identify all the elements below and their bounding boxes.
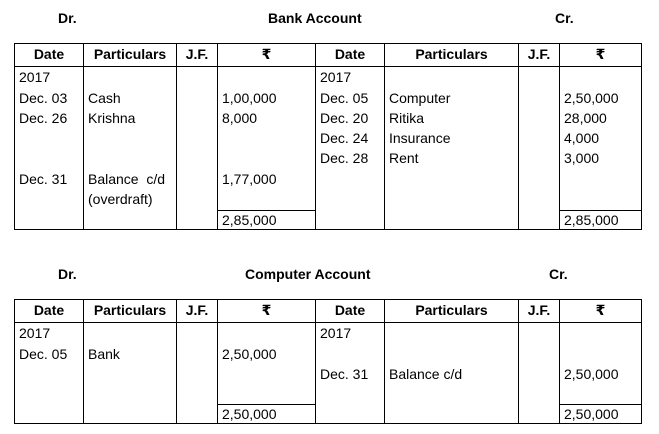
bank-dr-particulars-header: Particulars <box>84 44 177 67</box>
bank-cr-date-cell <box>316 67 385 230</box>
bank-dr-amount-2: 8,000 <box>222 110 258 126</box>
bank-dr-particulars-cell <box>84 67 177 230</box>
bank-cr-total: 2,85,000 <box>560 210 641 229</box>
bank-cr-particulars-header: Particulars <box>385 44 519 67</box>
computer-dr-date-cell <box>15 323 84 424</box>
bank-dr-date-2: Dec. 26 <box>19 110 68 126</box>
computer-dr-amount-cell <box>218 323 316 424</box>
bank-cr-date-header: Date <box>316 44 385 67</box>
bank-dr-date-1: Dec. 03 <box>19 90 68 106</box>
computer-dr-jf-header: J.F. <box>177 300 218 323</box>
computer-dr-amount-header: ₹ <box>218 300 316 323</box>
bank-body-row <box>15 67 642 230</box>
bank-cr-particulars-2: Ritika <box>389 110 425 126</box>
bank-dr-jf-header: J.F. <box>177 44 218 67</box>
computer-dr-year: 2017 <box>19 325 51 341</box>
bank-cr-amount-2: 28,000 <box>564 110 607 126</box>
bank-dr-particulars-2: Krishna <box>88 110 136 126</box>
bank-dr-amount-1: 1,00,000 <box>222 90 277 106</box>
bank-cr-jf-header: J.F. <box>519 44 560 67</box>
computer-cr-label: Cr. <box>549 266 568 282</box>
bank-cr-jf-cell <box>519 67 560 230</box>
computer-dr-date-header: Date <box>15 300 84 323</box>
computer-dr-label: Dr. <box>58 266 77 282</box>
bank-dr-amount-cell <box>218 67 316 230</box>
computer-cr-amount-1: 2,50,000 <box>564 366 619 382</box>
computer-cr-total: 2,50,000 <box>560 404 641 423</box>
bank-dr-jf-cell <box>177 67 218 230</box>
bank-cr-amount-cell <box>560 67 642 230</box>
computer-cr-jf-header: J.F. <box>519 300 560 323</box>
computer-dr-total: 2,50,000 <box>218 404 315 423</box>
computer-cr-date-cell <box>316 323 385 424</box>
computer-dr-particulars-1: Bank <box>88 346 120 362</box>
bank-cr-amount-header: ₹ <box>560 44 642 67</box>
computer-cr-date-1: Dec. 31 <box>320 366 369 382</box>
bank-cr-particulars-cell <box>385 67 519 230</box>
computer-cr-amount-cell <box>560 323 642 424</box>
computer-cr-particulars-header: Particulars <box>385 300 519 323</box>
computer-cr-date-header: Date <box>316 300 385 323</box>
computer-cr-amount-header: ₹ <box>560 300 642 323</box>
bank-cr-date-4: Dec. 28 <box>320 150 369 166</box>
bank-cr-amount-4: 3,000 <box>564 150 600 166</box>
bank-dr-date-header: Date <box>15 44 84 67</box>
computer-cr-particulars-cell <box>385 323 519 424</box>
bank-dr-year: 2017 <box>19 69 51 85</box>
bank-dr-date-cell <box>15 67 84 230</box>
bank-dr-total: 2,85,000 <box>218 210 315 229</box>
computer-account-title: Computer Account <box>245 266 371 282</box>
bank-cr-date-2: Dec. 20 <box>320 110 369 126</box>
bank-cr-amount-3: 4,000 <box>564 130 600 146</box>
computer-ledger-table <box>14 299 642 424</box>
computer-cr-particulars-1: Balance c/d <box>389 366 463 382</box>
bank-ledger-table <box>14 43 642 230</box>
computer-body-row <box>15 323 642 424</box>
computer-dr-particulars-header: Particulars <box>84 300 177 323</box>
bank-cr-particulars-3: Insurance <box>389 130 451 146</box>
bank-dr-balance-particulars: Balance c/d <box>88 171 166 187</box>
computer-cr-year: 2017 <box>320 325 352 341</box>
bank-account-title: Bank Account <box>268 10 362 26</box>
bank-header-row <box>15 44 642 67</box>
bank-dr-amount-header: ₹ <box>218 44 316 67</box>
computer-dr-particulars-cell <box>84 323 177 424</box>
bank-cr-label: Cr. <box>555 10 574 26</box>
computer-cr-jf-cell <box>519 323 560 424</box>
bank-dr-balance-amount: 1,77,000 <box>222 171 277 187</box>
bank-dr-particulars-1: Cash <box>88 90 121 106</box>
computer-dr-amount-1: 2,50,000 <box>222 346 277 362</box>
bank-cr-particulars-1: Computer <box>389 90 451 106</box>
bank-cr-date-1: Dec. 05 <box>320 90 369 106</box>
computer-dr-jf-cell <box>177 323 218 424</box>
bank-cr-year: 2017 <box>320 69 352 85</box>
bank-cr-particulars-4: Rent <box>389 150 419 166</box>
computer-dr-date-1: Dec. 05 <box>19 346 68 362</box>
bank-dr-balance-note: (overdraft) <box>88 191 153 207</box>
bank-dr-label: Dr. <box>58 10 77 26</box>
bank-dr-balance-date: Dec. 31 <box>19 171 68 187</box>
bank-cr-amount-1: 2,50,000 <box>564 90 619 106</box>
computer-header-row <box>15 300 642 323</box>
bank-cr-date-3: Dec. 24 <box>320 130 369 146</box>
